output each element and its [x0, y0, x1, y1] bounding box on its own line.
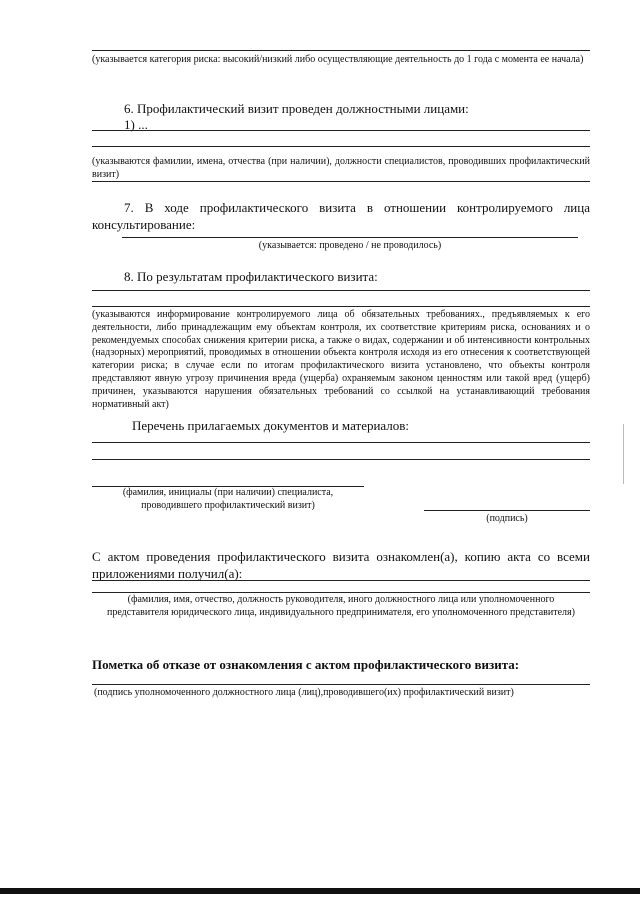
item-6-note: (указываются фамилии, имена, отчества (при наличии), должности специалистов, проводивших профилактический визит) — [92, 156, 590, 180]
item-8-note: (указываются информирование контролируемого лица об обязательных требованиях., предъявляемых к его деятельности, либо принадлежащим ему объектам контроля, их соответствие критериям риска, основаниях и о рекомендуемых способах снижения критерии риска, а также о видах, содержании и об интенсивности контрольных (надзорных) мероприятий, проводимых в отношении объекта контроля исходя из его отнесения к соответствующей категории риска; в случае если по итогам профилактического визита установлено, что объекты контроля представляют явную угрозу причинения вреда (ущерба) охраняемым законом ценностям или такой вред (ущерб) причинен, указываются нарушения обязательных требований со ссылкой на устанавливающий требования нормативный акт) — [92, 309, 590, 410]
refusal-line — [92, 684, 590, 685]
bottom-scan-band — [0, 888, 640, 894]
refusal-note: (подпись уполномоченного должностного лица (лиц),проводившего(их) профилактический визит) — [94, 687, 514, 698]
item-6-line-1 — [92, 130, 590, 131]
acquaintance-line-1 — [92, 580, 590, 581]
item-7-line — [122, 237, 578, 238]
acquaintance-title: С актом проведения профилактического визита ознакомлен(а), копию акта со всеми приложениями получил(а): — [92, 549, 590, 581]
item-7-title: 7. В ходе профилактического визита в отношении контролируемого лица консультирование: — [92, 200, 590, 232]
refusal-title: Пометка об отказе от ознакомления с актом профилактического визита: — [92, 657, 520, 672]
item-6-line-2 — [92, 146, 590, 147]
documents-line-2 — [92, 459, 590, 460]
item-8-title: 8. По результатам профилактического визита: — [124, 269, 378, 284]
item-8-line-1 — [92, 290, 590, 291]
risk-category-note: (указывается категория риска: высокий/низкий либо осуществляющие деятельность до 1 года с момента ее начала) — [92, 54, 584, 65]
specialist-name-note: (фамилия, инициалы (при наличии) специалиста, проводившего профилактический визит) — [122, 487, 334, 511]
item-7-note: (указывается: проведено / не проводилось) — [258, 240, 442, 251]
acquaintance-line-2 — [92, 592, 590, 593]
scan-edge-mark — [623, 424, 624, 484]
documents-title: Перечень прилагаемых документов и материалов: — [132, 418, 410, 433]
documents-line-1 — [92, 442, 590, 443]
item-6-line-3 — [92, 181, 590, 182]
acquaintance-note: (фамилия, имя, отчество, должность руководителя, иного должностного лица или уполномоченного представителя юридического лица, индивидуального предпринимателя, его уполномоченного представителя) — [107, 594, 575, 618]
item-8-line-2 — [92, 306, 590, 307]
item-6-first-entry: 1) ... — [124, 117, 148, 132]
item-6-title: 6. Профилактический визит проведен должностными лицами: — [124, 101, 469, 116]
risk-category-line — [92, 50, 590, 51]
signature-note: (подпись) — [486, 513, 528, 524]
signature-line — [424, 510, 590, 511]
